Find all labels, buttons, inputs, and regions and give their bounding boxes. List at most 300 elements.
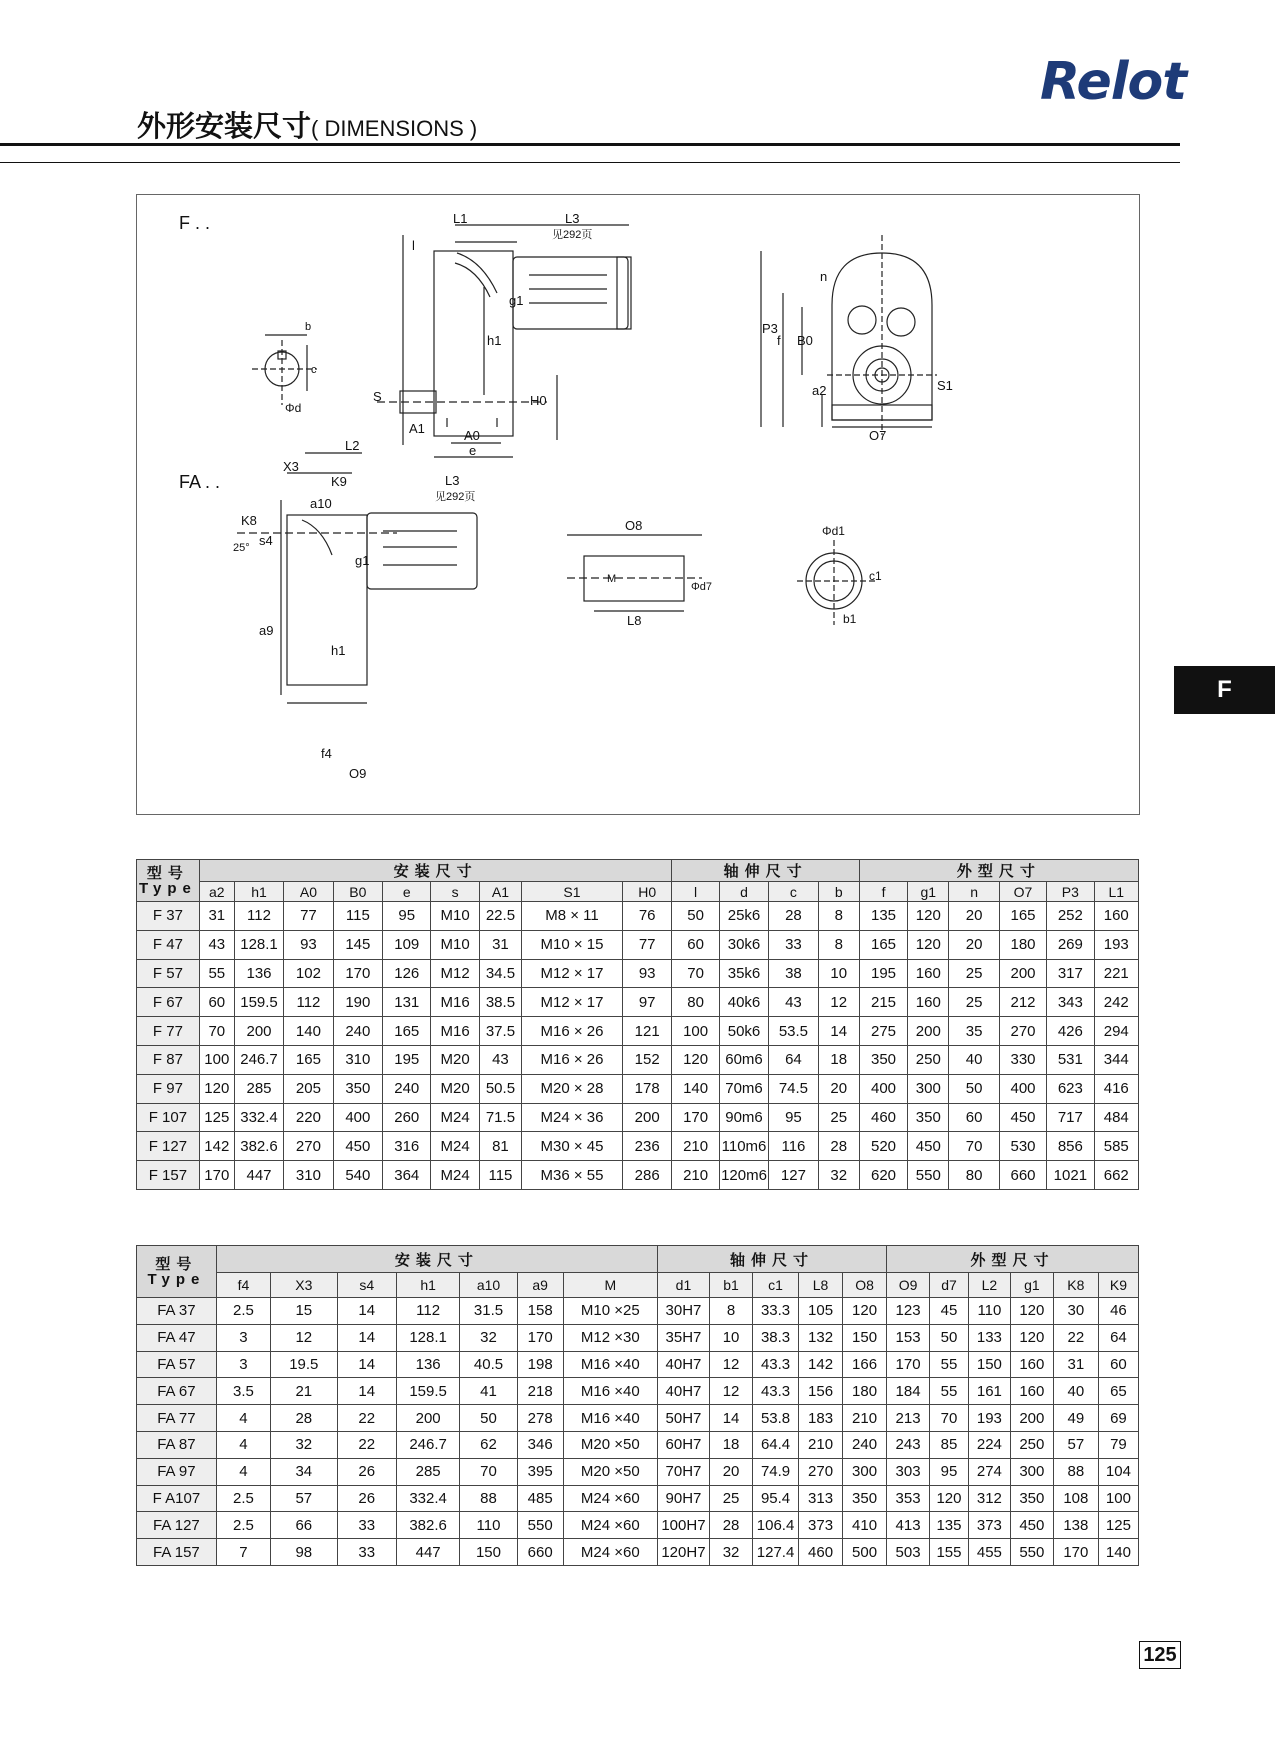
value-cell: 530 [999,1132,1046,1161]
value-cell: 55 [199,959,234,988]
value-cell: 62 [460,1431,517,1458]
model-cell: F 97 [137,1074,200,1103]
model-cell: FA 87 [137,1431,217,1458]
svg-text:h1: h1 [331,643,346,658]
value-cell: M24 [431,1161,479,1190]
value-cell: 43 [199,930,234,959]
value-cell: 10 [710,1324,753,1351]
value-cell: 246.7 [396,1431,459,1458]
svg-text:Φd: Φd [285,401,302,415]
value-cell: 41 [460,1378,517,1405]
value-cell: 80 [672,988,719,1017]
value-cell: 66 [271,1512,338,1539]
value-cell: 127 [769,1161,818,1190]
value-cell: 32 [818,1161,859,1190]
value-cell: 140 [284,1017,333,1046]
value-cell: M20 × 28 [522,1074,623,1103]
model-cell: F 47 [137,930,200,959]
value-cell: 161 [968,1378,1010,1405]
page-title-en: ( DIMENSIONS ) [311,116,478,141]
value-cell: 64 [1098,1324,1138,1351]
value-cell: 25 [818,1103,859,1132]
value-cell: 40H7 [657,1351,709,1378]
svg-text:h1: h1 [487,333,502,348]
value-cell: 460 [859,1103,907,1132]
value-cell: 395 [517,1458,563,1485]
value-cell: 8 [710,1298,753,1325]
value-cell: 3.5 [216,1378,270,1405]
value-cell: 240 [383,1074,431,1103]
value-cell: 193 [1094,930,1138,959]
value-cell: 40 [949,1045,999,1074]
value-cell: M16 ×40 [563,1405,657,1432]
value-cell: 200 [396,1405,459,1432]
value-cell: 313 [799,1485,843,1512]
model-cell: FA 97 [137,1458,217,1485]
value-cell: 160 [1010,1378,1053,1405]
value-cell: 97 [622,988,672,1017]
value-cell: 294 [1094,1017,1138,1046]
column-header: e [383,882,431,902]
value-cell: 152 [622,1045,672,1074]
value-cell: 53.5 [769,1017,818,1046]
value-cell: 200 [1010,1405,1053,1432]
value-cell: 447 [396,1539,459,1566]
value-cell: 250 [1010,1431,1053,1458]
model-cell: FA 67 [137,1378,217,1405]
value-cell: 14 [337,1351,396,1378]
model-cell: F 87 [137,1045,200,1074]
value-cell: 165 [859,930,907,959]
svg-text:B0: B0 [797,333,813,348]
f-side-view [373,211,631,458]
svg-text:a10: a10 [310,496,332,511]
value-cell: 8 [818,930,859,959]
value-cell: 33 [769,930,818,959]
value-cell: 112 [284,988,333,1017]
column-header: l [672,882,719,902]
value-cell: M10 ×25 [563,1298,657,1325]
table-row [137,1378,1139,1405]
value-cell: 40.5 [460,1351,517,1378]
value-cell: 165 [284,1045,333,1074]
value-cell: 135 [930,1512,969,1539]
value-cell: 30k6 [719,930,768,959]
value-cell: 400 [333,1103,382,1132]
value-cell: 110 [460,1512,517,1539]
svg-text:s4: s4 [259,533,273,548]
value-cell: 221 [1094,959,1138,988]
value-cell: 183 [799,1405,843,1432]
logo-text: Relot [1040,52,1187,112]
svg-text:a2: a2 [812,383,827,398]
value-cell: 100 [199,1045,234,1074]
value-cell: 160 [1010,1351,1053,1378]
value-cell: 100 [1098,1485,1138,1512]
value-cell: 136 [396,1351,459,1378]
table-row [137,1458,1139,1485]
value-cell: 76 [622,902,672,931]
value-cell: 120 [908,902,949,931]
value-cell: 95 [769,1103,818,1132]
value-cell: 236 [622,1132,672,1161]
value-cell: M24 ×60 [563,1539,657,1566]
value-cell: 50 [672,902,719,931]
model-cell: F 67 [137,988,200,1017]
value-cell: 21 [271,1378,338,1405]
value-cell: 125 [199,1103,234,1132]
value-cell: 108 [1053,1485,1098,1512]
value-cell: 286 [622,1161,672,1190]
value-cell: 26 [337,1458,396,1485]
value-cell: 2.5 [216,1512,270,1539]
value-cell: 1021 [1047,1161,1094,1190]
value-cell: 332.4 [396,1485,459,1512]
value-cell: 131 [383,988,431,1017]
svg-text:见292页: 见292页 [552,229,593,241]
column-header: B0 [333,882,382,902]
value-cell: 88 [1053,1458,1098,1485]
value-cell: 81 [479,1132,521,1161]
value-cell: M24 ×60 [563,1512,657,1539]
value-cell: 70 [199,1017,234,1046]
value-cell: 105 [799,1298,843,1325]
column-header: f [859,882,907,902]
value-cell: 242 [1094,988,1138,1017]
value-cell: M10 × 15 [522,930,623,959]
value-cell: 300 [908,1074,949,1103]
value-cell: 14 [818,1017,859,1046]
model-cell: F 77 [137,1017,200,1046]
value-cell: M24 ×60 [563,1485,657,1512]
value-cell: 60 [949,1103,999,1132]
model-cell: F 57 [137,959,200,988]
value-cell: 585 [1094,1132,1138,1161]
value-cell: 252 [1047,902,1094,931]
svg-text:H0: H0 [530,393,547,408]
value-cell: 3 [216,1351,270,1378]
value-cell: 15 [271,1298,338,1325]
value-cell: 180 [843,1378,887,1405]
table-row [137,1161,1139,1190]
group-mounting: 安装尺寸 [199,860,672,882]
value-cell: M16 ×40 [563,1351,657,1378]
model-cell: F 37 [137,902,200,931]
value-cell: 178 [622,1074,672,1103]
value-cell: 126 [383,959,431,988]
value-cell: 210 [843,1405,887,1432]
value-cell: 120m6 [719,1161,768,1190]
value-cell: 278 [517,1405,563,1432]
value-cell: 50 [949,1074,999,1103]
value-cell: 60 [199,988,234,1017]
column-header: L8 [799,1273,843,1298]
fa-side-view [233,438,477,781]
value-cell: 210 [672,1161,719,1190]
svg-text:Φd7: Φd7 [691,581,713,593]
label-fa-series: FA . . [179,472,221,492]
svg-text:25°: 25° [233,542,250,554]
dimension-drawing [136,194,1140,815]
value-cell: 550 [908,1161,949,1190]
value-cell: 40 [1053,1378,1098,1405]
value-cell: 112 [396,1298,459,1325]
value-cell: 350 [1010,1485,1053,1512]
column-header: d1 [657,1273,709,1298]
value-cell: M24 [431,1103,479,1132]
value-cell: 213 [887,1405,930,1432]
column-header: c1 [753,1273,799,1298]
value-cell: 120 [908,930,949,959]
value-cell: 136 [234,959,283,988]
value-cell: 120 [1010,1298,1053,1325]
value-cell: 38 [769,959,818,988]
value-cell: 4 [216,1431,270,1458]
value-cell: 455 [968,1539,1010,1566]
value-cell: 205 [284,1074,333,1103]
value-cell: 220 [284,1103,333,1132]
value-cell: 32 [271,1431,338,1458]
column-header: f4 [216,1273,270,1298]
value-cell: 120 [930,1485,969,1512]
value-cell: 12 [710,1378,753,1405]
value-cell: 12 [271,1324,338,1351]
value-cell: 31 [479,930,521,959]
value-cell: 57 [1053,1431,1098,1458]
model-cell: F 127 [137,1132,200,1161]
value-cell: 90H7 [657,1485,709,1512]
value-cell: 485 [517,1485,563,1512]
value-cell: 165 [383,1017,431,1046]
svg-text:S1: S1 [937,378,953,393]
svg-text:见292页: 见292页 [435,491,476,503]
value-cell: 70 [949,1132,999,1161]
value-cell: 193 [968,1405,1010,1432]
value-cell: 100 [672,1017,719,1046]
value-cell: 32 [460,1324,517,1351]
column-header: g1 [908,882,949,902]
value-cell: 170 [517,1324,563,1351]
value-cell: 159.5 [396,1378,459,1405]
value-cell: M16 × 26 [522,1017,623,1046]
svg-text:A1: A1 [409,421,425,436]
value-cell: 30 [1053,1298,1098,1325]
value-cell: 198 [517,1351,563,1378]
value-cell: 18 [818,1045,859,1074]
type-header [137,1246,217,1298]
svg-text:e: e [469,443,477,458]
value-cell: 413 [887,1512,930,1539]
svg-text:g1: g1 [509,293,524,308]
value-cell: 50.5 [479,1074,521,1103]
column-header: P3 [1047,882,1094,902]
value-cell: 180 [999,930,1046,959]
table-row [137,1405,1139,1432]
value-cell: 8 [818,902,859,931]
value-cell: M12 [431,959,479,988]
value-cell: 382.6 [234,1132,283,1161]
value-cell: 410 [843,1512,887,1539]
value-cell: 19.5 [271,1351,338,1378]
value-cell: 160 [1094,902,1138,931]
column-header: d7 [930,1273,969,1298]
value-cell: 77 [622,930,672,959]
value-cell: 620 [859,1161,907,1190]
header-rule-thin [0,162,1180,163]
value-cell: 500 [843,1539,887,1566]
value-cell: 450 [1010,1512,1053,1539]
value-cell: 155 [930,1539,969,1566]
value-cell: 79 [1098,1431,1138,1458]
value-cell: 50k6 [719,1017,768,1046]
value-cell: 550 [517,1512,563,1539]
model-cell: FA 77 [137,1405,217,1432]
value-cell: 520 [859,1132,907,1161]
value-cell: 40H7 [657,1378,709,1405]
value-cell: 145 [333,930,382,959]
value-cell: 69 [1098,1405,1138,1432]
value-cell: 300 [1010,1458,1053,1485]
value-cell: 120 [843,1298,887,1325]
table-row [137,1539,1139,1566]
column-header: A0 [284,882,333,902]
type-header-en: Type [147,1270,206,1288]
value-cell: 90m6 [719,1103,768,1132]
value-cell: 70 [930,1405,969,1432]
value-cell: 200 [908,1017,949,1046]
value-cell: 310 [284,1161,333,1190]
svg-text:g1: g1 [355,553,370,568]
svg-text:n: n [820,269,828,284]
value-cell: 270 [799,1458,843,1485]
hollow-shaft-section [797,524,882,626]
column-header: L2 [968,1273,1010,1298]
value-cell: 14 [710,1405,753,1432]
column-header: S1 [522,882,623,902]
value-cell: 160 [908,988,949,1017]
value-cell: M20 ×50 [563,1458,657,1485]
table-row [137,1324,1139,1351]
type-header-cn: 型号 [155,1255,198,1273]
column-header: O9 [887,1273,930,1298]
value-cell: 104 [1098,1458,1138,1485]
svg-text:P3: P3 [762,321,778,336]
column-header: M [563,1273,657,1298]
value-cell: 18 [710,1431,753,1458]
value-cell: 373 [799,1512,843,1539]
svg-text:L1: L1 [453,211,468,226]
value-cell: 50H7 [657,1405,709,1432]
table-row [137,1431,1139,1458]
value-cell: M24 [431,1132,479,1161]
f-series-dimensions-table [136,859,1139,1190]
column-header: O8 [843,1273,887,1298]
value-cell: 156 [799,1378,843,1405]
value-cell: 416 [1094,1074,1138,1103]
value-cell: 10 [818,959,859,988]
value-cell: 250 [908,1045,949,1074]
svg-text:O9: O9 [349,766,367,781]
value-cell: 312 [968,1485,1010,1512]
value-cell: 450 [908,1132,949,1161]
svg-text:Φd1: Φd1 [822,524,845,538]
svg-text:f4: f4 [321,746,332,761]
group-outline: 外型尺寸 [887,1246,1139,1273]
value-cell: 95 [383,902,431,931]
value-cell: 116 [769,1132,818,1161]
value-cell: 20 [949,930,999,959]
column-header: c [769,882,818,902]
value-cell: 400 [999,1074,1046,1103]
value-cell: 93 [622,959,672,988]
column-header: L1 [1094,882,1138,902]
model-cell: FA 157 [137,1539,217,1566]
value-cell: 128.1 [396,1324,459,1351]
value-cell: 662 [1094,1161,1138,1190]
value-cell: M10 [431,902,479,931]
value-cell: 26 [337,1485,396,1512]
value-cell: 125 [1098,1512,1138,1539]
value-cell: 350 [843,1485,887,1512]
value-cell: 22.5 [479,902,521,931]
value-cell: 25 [949,988,999,1017]
value-cell: 30H7 [657,1298,709,1325]
value-cell: 350 [859,1045,907,1074]
value-cell: 28 [271,1405,338,1432]
column-header: A1 [479,882,521,902]
model-cell: FA 57 [137,1351,217,1378]
value-cell: 60m6 [719,1045,768,1074]
table-row [137,1045,1139,1074]
value-cell: 240 [333,1017,382,1046]
svg-text:S: S [373,389,382,404]
value-cell: 200 [234,1017,283,1046]
value-cell: 210 [672,1132,719,1161]
value-cell: 120 [1010,1324,1053,1351]
model-cell: F A107 [137,1485,217,1512]
value-cell: 55 [930,1378,969,1405]
column-header: X3 [271,1273,338,1298]
value-cell: 12 [818,988,859,1017]
value-cell: 150 [460,1539,517,1566]
value-cell: 80 [949,1161,999,1190]
value-cell: M12 × 17 [522,959,623,988]
value-cell: 660 [999,1161,1046,1190]
value-cell: 60 [672,930,719,959]
value-cell: 316 [383,1132,431,1161]
value-cell: 300 [843,1458,887,1485]
column-header: h1 [396,1273,459,1298]
svg-text:O8: O8 [625,518,643,533]
value-cell: 28 [710,1512,753,1539]
value-cell: 165 [999,902,1046,931]
value-cell: 140 [1098,1539,1138,1566]
value-cell: M20 [431,1045,479,1074]
value-cell: 275 [859,1017,907,1046]
value-cell: 310 [333,1045,382,1074]
value-cell: 110m6 [719,1132,768,1161]
value-cell: 364 [383,1161,431,1190]
model-cell: FA 47 [137,1324,217,1351]
value-cell: 170 [672,1103,719,1132]
brand-logo [1040,52,1186,112]
value-cell: 159.5 [234,988,283,1017]
value-cell: 74.5 [769,1074,818,1103]
value-cell: M16 [431,1017,479,1046]
value-cell: 53.8 [753,1405,799,1432]
value-cell: M36 × 55 [522,1161,623,1190]
type-header-cn: 型号 [146,864,189,882]
